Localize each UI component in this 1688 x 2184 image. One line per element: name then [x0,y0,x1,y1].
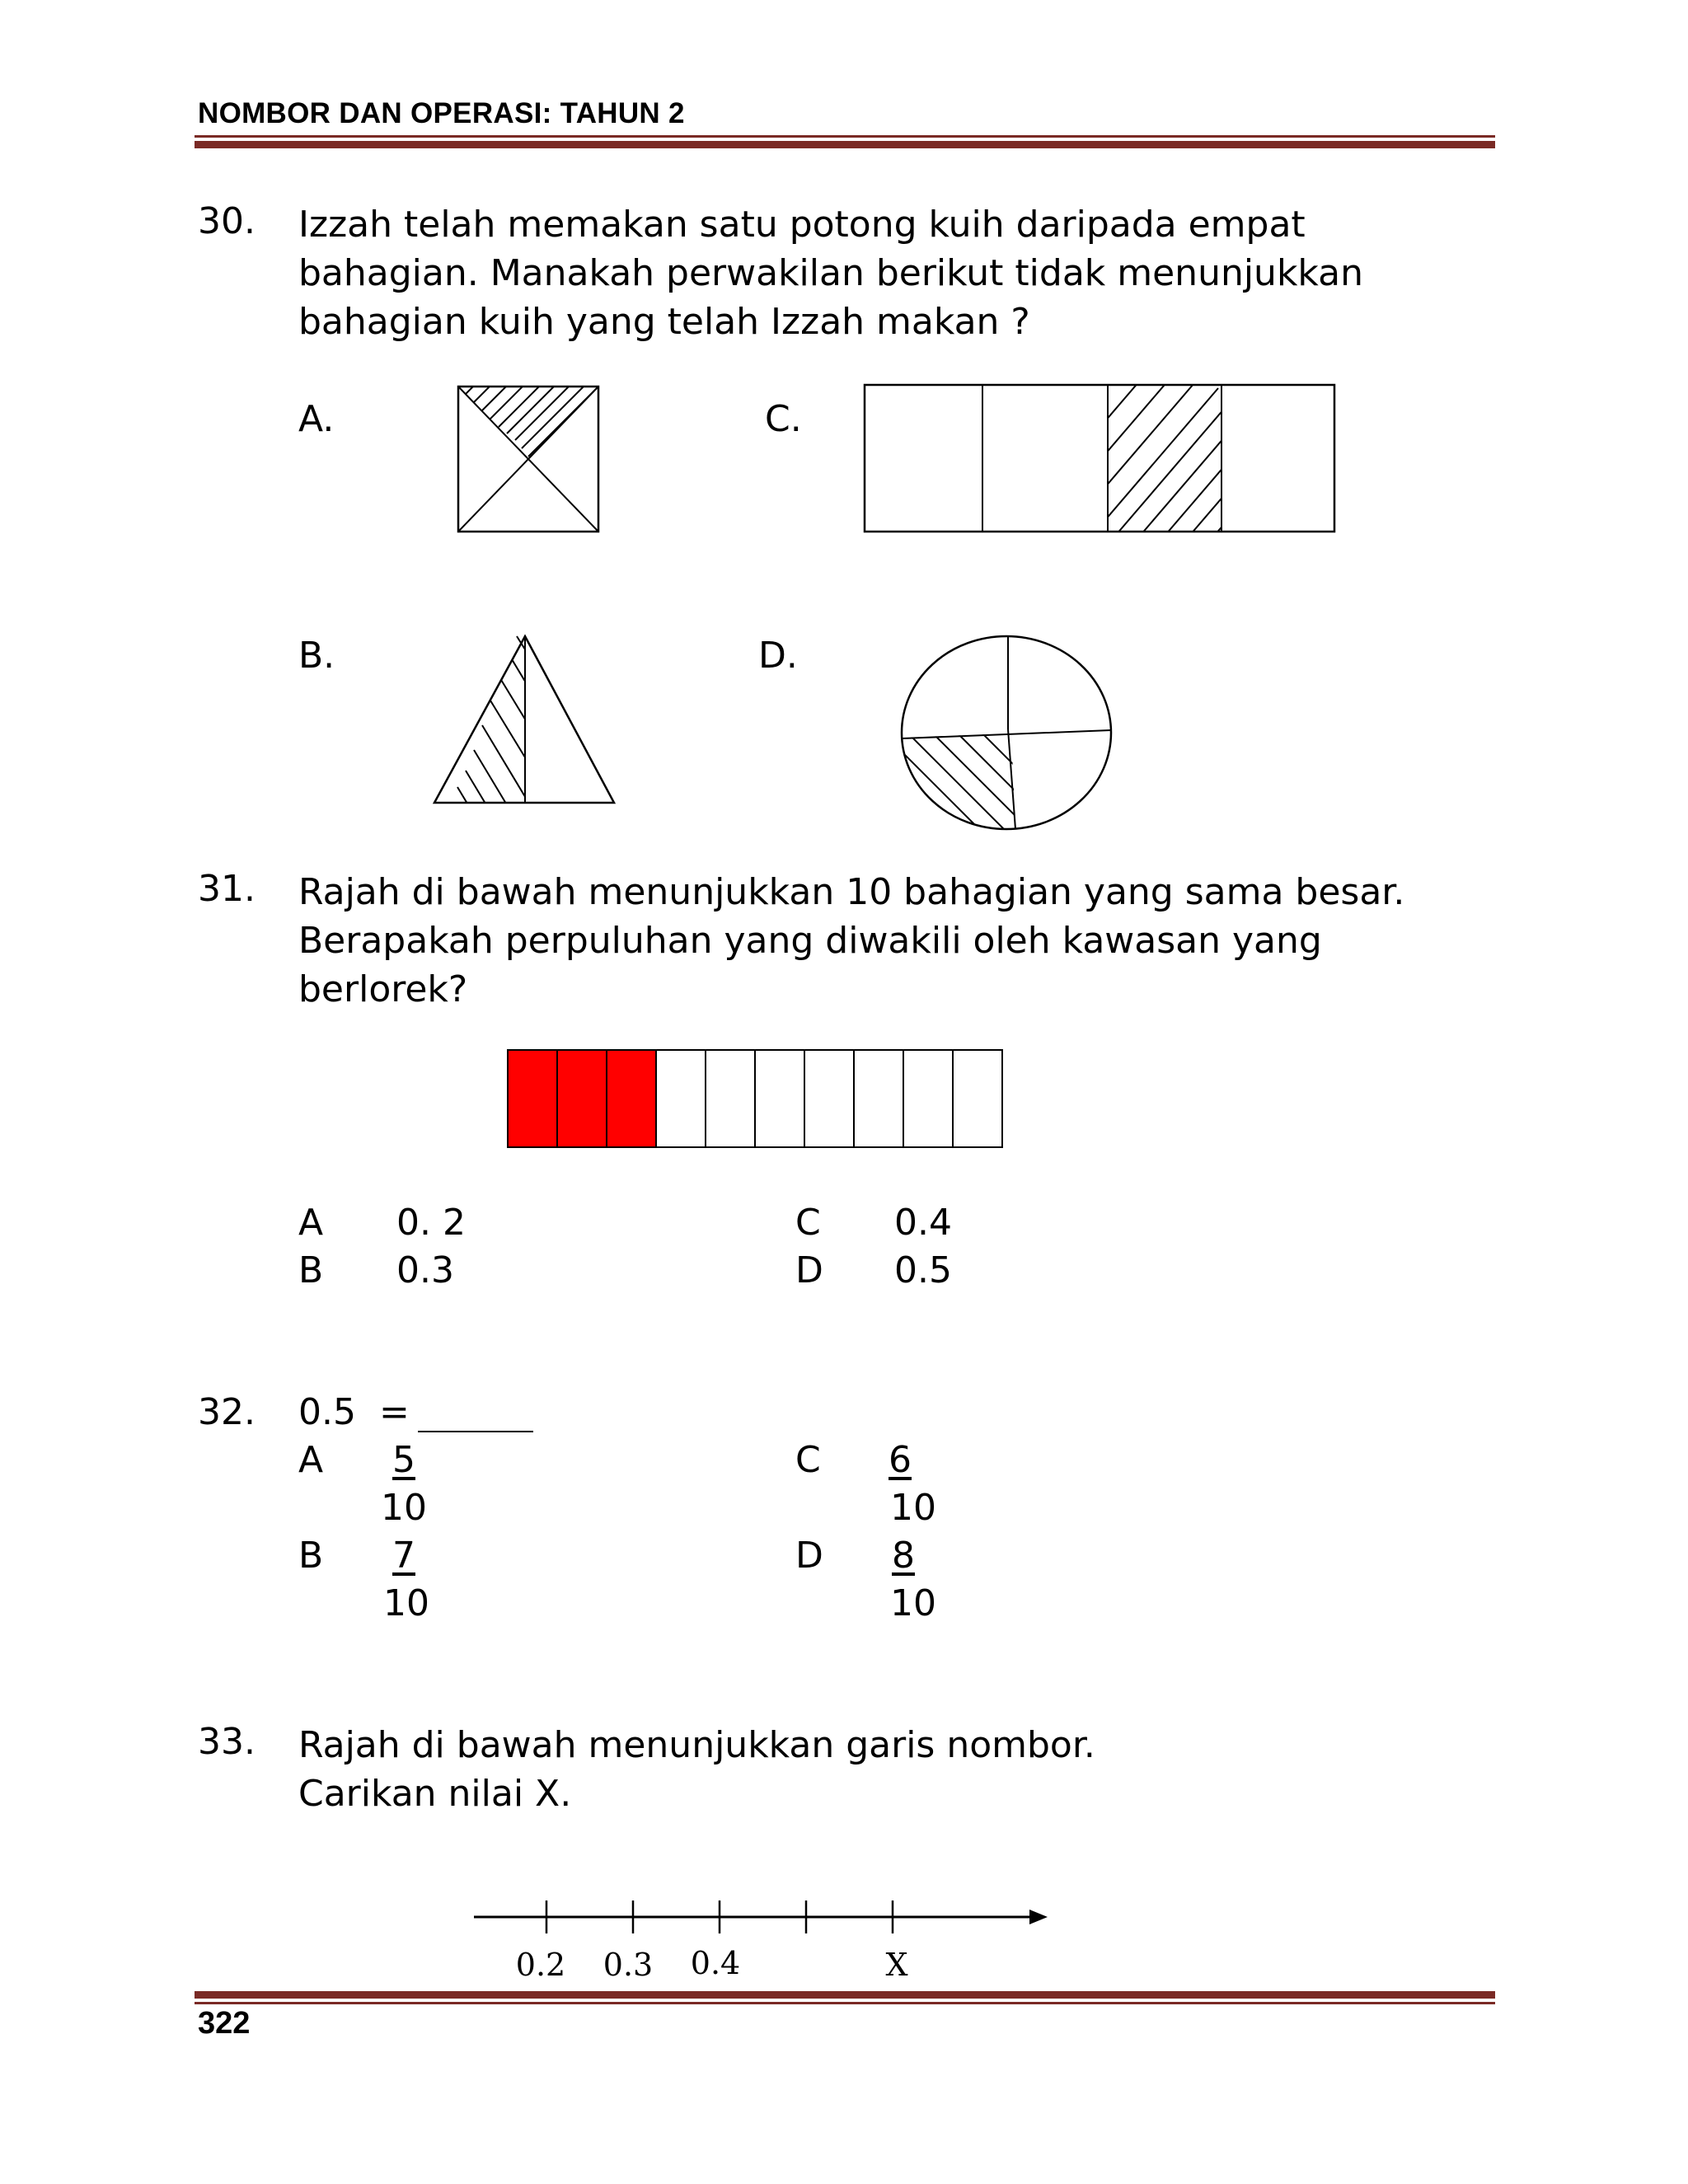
q32-option-a-letter: A [298,1439,324,1481]
q31-option-b-letter: B [298,1249,324,1291]
fraction-bar-shaded-cell [508,1050,557,1147]
fraction-bar-cell [903,1050,953,1147]
q31-option-d-value: 0.5 [894,1249,952,1291]
q31-option-b-value: 0.3 [396,1249,454,1291]
fraction-bar-shaded-cell [607,1050,656,1147]
question-33-number: 33. [198,1721,256,1763]
fraction-bar-cell [854,1050,903,1147]
q31-option-a-value: 0. 2 [396,1202,466,1244]
q31-option-a-letter: A [298,1202,324,1244]
question-32-equation: 0.5 = [298,1391,410,1433]
q30-option-b-label: B. [298,635,335,677]
header-rule [195,135,1495,148]
q31-option-d-letter: D [795,1249,823,1291]
number-line-label-2: 0.4 [690,1945,741,1981]
fraction-bar-cell [656,1050,706,1147]
number-line-arrow-icon [1029,1910,1048,1924]
page-number: 322 [198,2006,251,2041]
number-line-label-x: X [885,1947,908,1983]
number-line-label-1: 0.3 [603,1947,654,1983]
question-30-text: Izzah telah memakan satu potong kuih daripada empat bahagian. Manakah perwakilan berikut tidak menunjukkan bahagian kuih yang telah Izzah makan ? [298,204,1363,343]
fraction-bar-cell [804,1050,854,1147]
q32-option-a-denominator: 10 [381,1487,427,1529]
q30-figure-b-triangle [433,635,616,804]
number-line-label-0: 0.2 [515,1947,566,1983]
fraction-bar-shaded-cell [557,1050,607,1147]
q32-option-d-letter: D [795,1535,823,1577]
q32-option-a-fraction: 5 [392,1439,415,1481]
q32-option-b-letter: B [298,1535,324,1577]
q32-option-b-fraction: 7 [392,1535,415,1577]
q31-option-c-letter: C [795,1202,821,1244]
question-31-text: Rajah di bawah menunjukkan 10 bahagian yang sama besar. Berapakah perpuluhan yang diwakili oleh kawasan yang berlorek? [298,871,1405,1010]
q30-option-d-label: D. [758,635,798,677]
q33-number-line [474,1896,1051,1986]
q32-option-c-fraction: 6 [889,1439,912,1481]
question-30-number: 30. [198,200,256,242]
q32-option-c-denominator: 10 [890,1487,936,1529]
q30-figure-d-circle [900,635,1113,831]
q32-option-d-fraction: 8 [892,1535,915,1577]
q30-figure-a-square [457,386,599,532]
fraction-bar-cell [953,1050,1002,1147]
q32-option-b-denominator: 10 [383,1582,429,1624]
q30-option-a-label: A. [298,398,335,440]
q31-fraction-bar [507,1049,1001,1148]
page-header-title: NOMBOR DAN OPERASI: TAHUN 2 [198,97,685,129]
fraction-bar-cell [706,1050,755,1147]
q30-option-c-label: C. [765,398,802,440]
q30-figure-c-rectangle [864,384,1335,532]
question-32-answer-blank [418,1431,533,1432]
footer-rule [195,1991,1495,2004]
q32-option-d-denominator: 10 [890,1582,936,1624]
q31-option-c-value: 0.4 [894,1202,952,1244]
q32-option-c-letter: C [795,1439,821,1481]
fraction-bar-cell [755,1050,804,1147]
question-31-number: 31. [198,868,256,910]
question-32-number: 32. [198,1391,256,1433]
question-33-text: Rajah di bawah menunjukkan garis nombor. Carikan nilai X. [298,1724,1095,1815]
